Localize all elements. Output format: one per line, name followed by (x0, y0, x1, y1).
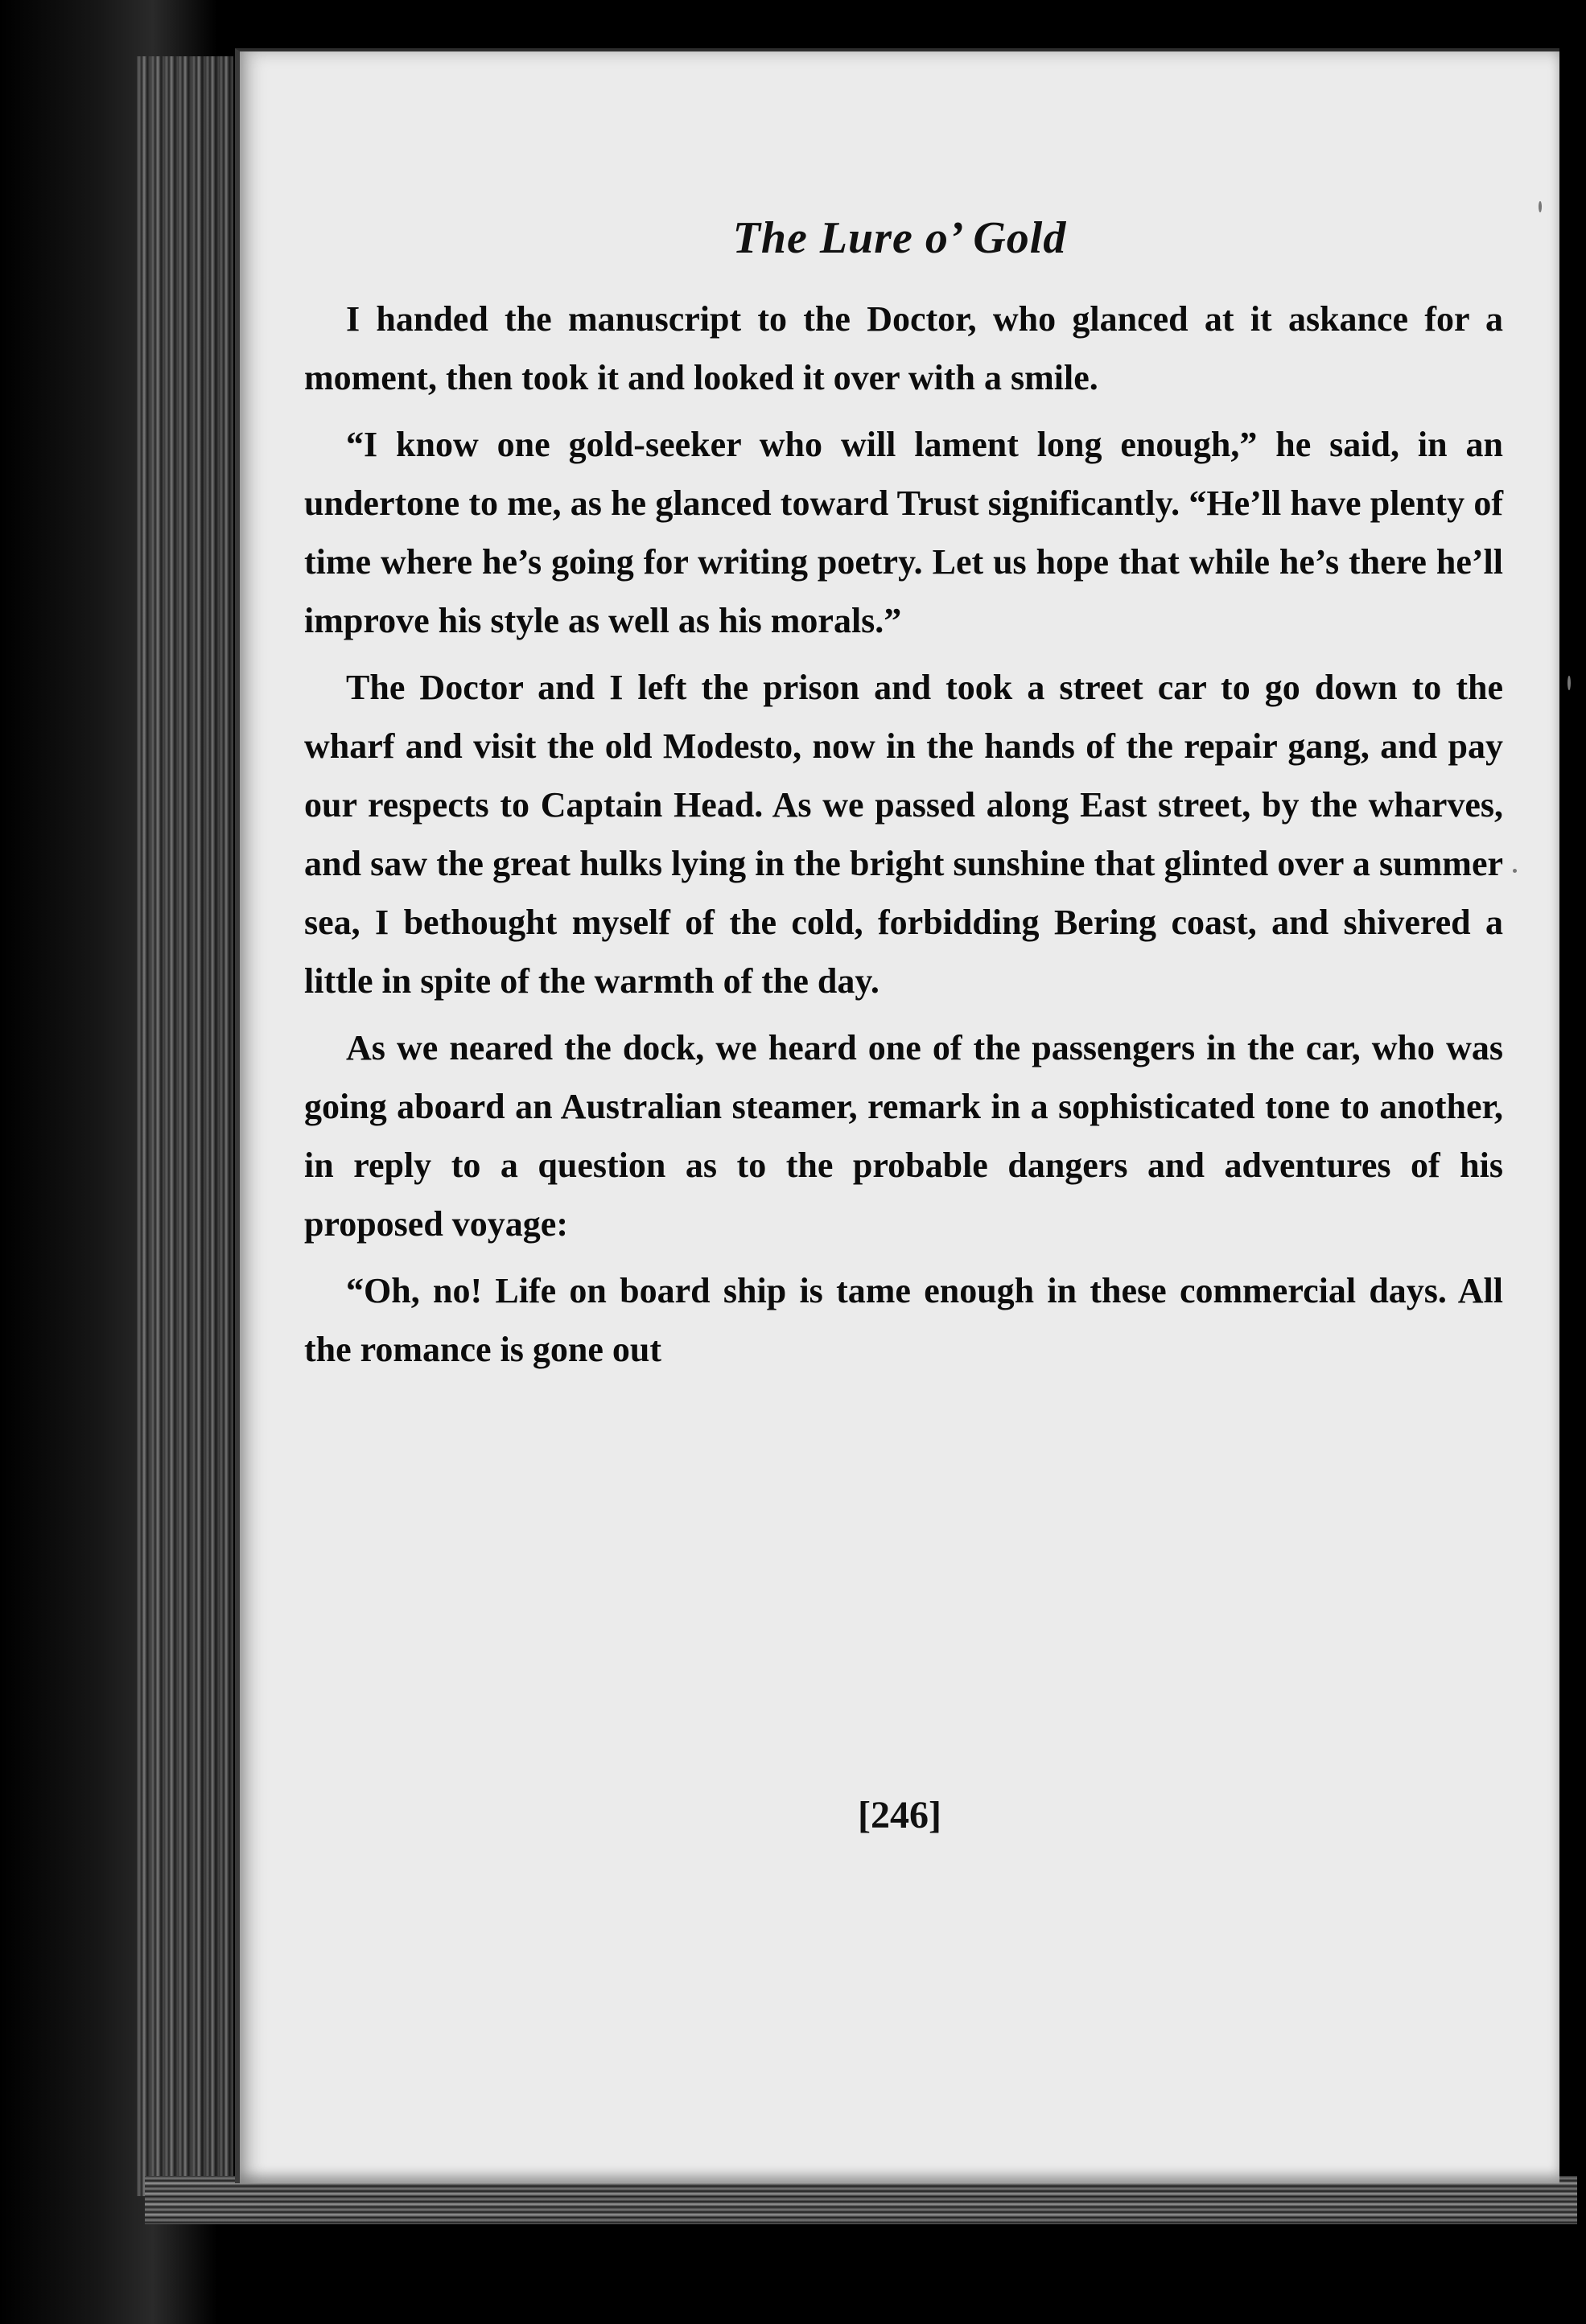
scan-speck (1539, 201, 1542, 212)
running-head: The Lure o’ Gold (732, 213, 1067, 263)
paragraph: “Oh, no! Life on board ship is tame enough in these commercial days. All the romance is gone out (304, 1271, 1503, 1369)
page-number: [246] (858, 1794, 941, 1837)
paragraph: “I know one gold-seeker who will lament long enough,” he said, in an undertone to me, as he glanced toward Trust significantly. “He’ll have plenty of time where he’s going for writing poetry. Let us hope that while he’s there he’ll improve his style as well as his morals.” (304, 425, 1503, 640)
paragraph: The Doctor and I left the prison and took a street car to go down to the wharf and visit the old Modesto, now in the hands of the repair gang, and pay our respects to Captain Head. As we passed along East street, by the wharves, and saw the great hulks lying in the bright sunshine that glinted over a summer sea, I bethought myself of the cold, forbidding Bering coast, and shivered a little in spite of the warmth of the day. (304, 668, 1503, 1001)
body-text (304, 290, 1503, 1387)
paragraph: I handed the manuscript to the Doctor, who glanced at it askance for a moment, then took it and looked it over with a smile. (304, 299, 1503, 397)
page-edges (145, 2176, 1577, 2224)
scan-speck (1513, 869, 1517, 873)
book-gutter (137, 56, 233, 2196)
scan-speck (1567, 676, 1571, 690)
paragraph: As we neared the dock, we heard one of the passengers in the car, who was going aboard an Australian steamer, remark in a sophisticated tone to another, in reply to a question as to the probable dangers and adventures of his proposed voyage: (304, 1028, 1503, 1244)
